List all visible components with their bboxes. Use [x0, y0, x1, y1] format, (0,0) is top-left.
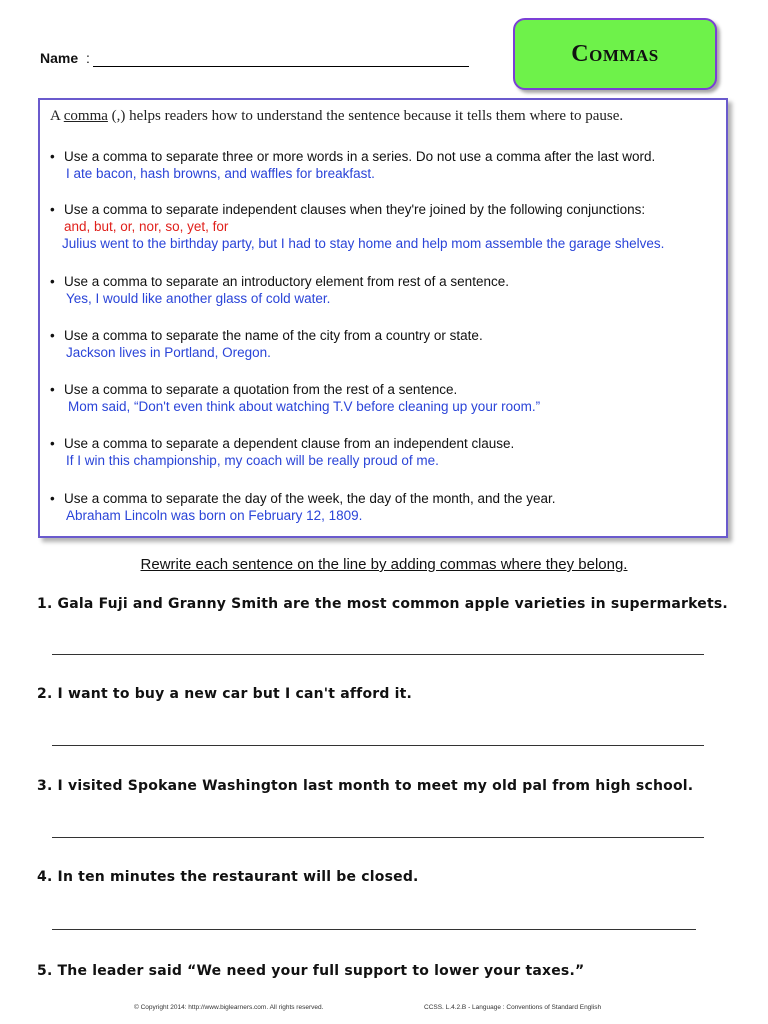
page-title: Commas [513, 18, 717, 90]
answer-line-4[interactable] [52, 929, 696, 930]
standard-text: CCSS. L.4.2.B - Language : Conventions of Standard English [424, 1004, 602, 1011]
rule-item [50, 148, 655, 182]
bullet-icon: • [50, 274, 55, 289]
rule-example: If I win this championship, my coach will be really proud of me. [66, 453, 439, 468]
rule-item [50, 273, 509, 307]
rule-item [50, 490, 556, 524]
rule-example: Abraham Lincoln was born on February 12, 1809. [66, 508, 363, 523]
answer-line-1[interactable] [52, 654, 704, 655]
rule-example: Mom said, “Don't even think about watching T.V before cleaning up your room.” [68, 399, 541, 414]
rule-conjunctions: and, but, or, nor, so, yet, for [64, 219, 229, 234]
bullet-icon: • [50, 328, 55, 343]
question-4: 4. In ten minutes the restaurant will be closed. [37, 869, 419, 885]
question-2: 2. I want to buy a new car but I can't afford it. [37, 686, 413, 702]
rule-example: I ate bacon, hash browns, and waffles for breakfast. [66, 166, 375, 181]
name-colon: : [86, 50, 90, 66]
question-5: 5. The leader said “We need your full support to lower your taxes.” [37, 963, 585, 979]
intro-comma-word: comma [63, 108, 108, 124]
name-field-line[interactable] [93, 66, 469, 67]
rule-item [50, 201, 664, 252]
rule-text: Use a comma to separate three or more words in a series. Do not use a comma after the last word. [64, 149, 656, 164]
intro-text [50, 108, 623, 125]
name-label: Name [40, 50, 79, 66]
bullet-icon: • [50, 149, 55, 164]
bullet-icon: • [50, 382, 55, 397]
rule-item [50, 381, 540, 415]
rule-text: Use a comma to separate a quotation from the rest of a sentence. [64, 382, 458, 397]
name-row [40, 50, 90, 66]
question-3: 3. I visited Spokane Washington last month to meet my old pal from high school. [37, 778, 694, 794]
bullet-icon: • [50, 491, 55, 506]
exercise-instructions: Rewrite each sentence on the line by adding commas where they belong. [140, 556, 628, 573]
rule-example: Jackson lives in Portland, Oregon. [66, 345, 271, 360]
answer-line-2[interactable] [52, 745, 704, 746]
rule-text: Use a comma to separate an introductory element from rest of a sentence. [64, 274, 509, 289]
copyright-text: © Copyright 2014: http://www.biglearners.com. All rights reserved. [134, 1004, 324, 1011]
answer-line-3[interactable] [52, 837, 704, 838]
rule-item [50, 327, 483, 361]
rules-box [38, 98, 728, 538]
bullet-icon: • [50, 436, 55, 451]
intro-post: (,) helps readers how to understand the sentence because it tells them where to pause. [107, 108, 624, 124]
rule-text: Use a comma to separate the name of the city from a country or state. [64, 328, 483, 343]
intro-pre: A [50, 108, 64, 124]
rule-example: Yes, I would like another glass of cold water. [66, 291, 331, 306]
rule-text: Use a comma to separate a dependent clause from an independent clause. [64, 436, 515, 451]
bullet-icon: • [50, 202, 55, 217]
rule-item [50, 435, 514, 469]
rule-text: Use a comma to separate independent clauses when they're joined by the following conjunctions: [64, 202, 646, 217]
question-1: 1. Gala Fuji and Granny Smith are the most common apple varieties in supermarkets. [37, 596, 728, 612]
rule-text: Use a comma to separate the day of the week, the day of the month, and the year. [64, 491, 556, 506]
rule-example: Julius went to the birthday party, but I had to stay home and help mom assemble the garage shelves. [62, 236, 665, 251]
